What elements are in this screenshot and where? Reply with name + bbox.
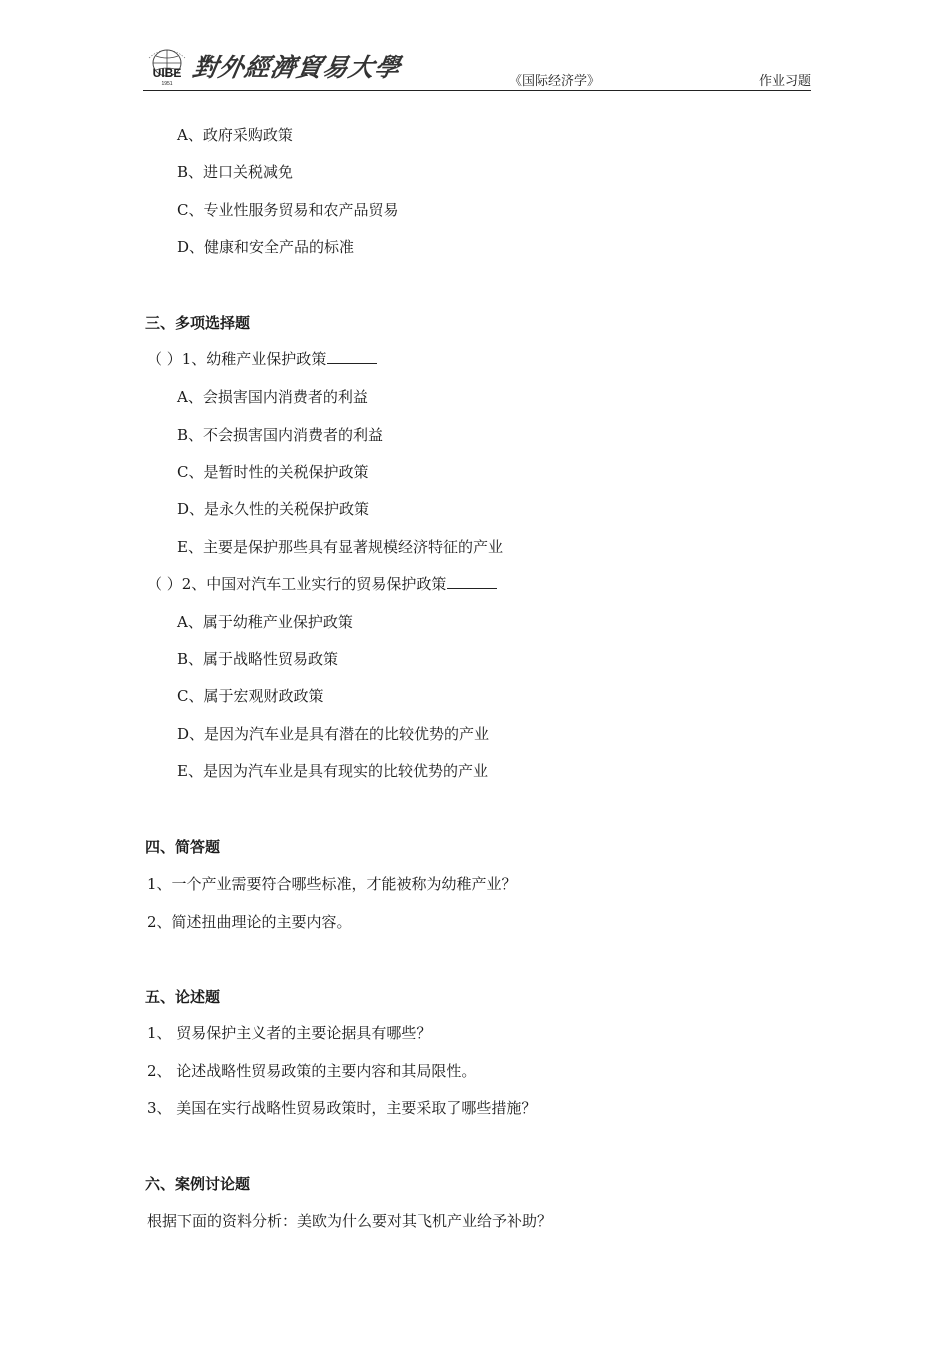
section-4-title: 四、简答题 [145, 838, 221, 856]
q1-option-e: E、主要是保护那些具有显著规模经济特征的产业 [177, 538, 503, 556]
logo-year: 1951 [161, 81, 173, 86]
short-answer-2: 2、简述扭曲理论的主要内容。 [147, 913, 352, 931]
q2-option-e: E、是因为汽车业是具有现实的比较优势的产业 [177, 762, 488, 780]
prev-option-c: C、专业性服务贸易和农产品贸易 [177, 201, 399, 219]
prev-option-a: A、政府采购政策 [177, 126, 293, 144]
section-6-title: 六、案例讨论题 [145, 1175, 251, 1193]
doc-type: 作业习题 [758, 74, 811, 89]
question-3-2 [147, 573, 497, 594]
essay-3: 3、 美国在实行战略性贸易政策时，主要采取了哪些措施？ [147, 1099, 537, 1117]
logo-text: UIBE [152, 66, 182, 80]
essay-1: 1、 贸易保护主义者的主要论据具有哪些？ [147, 1024, 432, 1042]
university-logo [145, 46, 189, 86]
section-5-title: 五、论述题 [145, 988, 221, 1006]
answer-blank [447, 574, 497, 589]
question-stem: （ ）1、幼稚产业保护政策 [147, 350, 327, 368]
q2-option-d: D、是因为汽车业是具有潜在的比较优势的产业 [177, 725, 490, 743]
q1-option-c: C、是暂时性的关税保护政策 [177, 463, 369, 481]
q2-option-c: C、属于宏观财政政策 [177, 687, 324, 705]
page-header [143, 44, 811, 91]
short-answer-1: 1、一个产业需要符合哪些标准，才能被称为幼稚产业？ [147, 875, 517, 893]
prev-option-b: B、进口关税减免 [177, 163, 294, 181]
school-name: 對外經濟貿易大學 [190, 53, 404, 82]
prev-option-d: D、健康和安全产品的标准 [177, 238, 355, 256]
q2-option-b: B、属于战略性贸易政策 [177, 650, 339, 668]
q1-option-b: B、不会损害国内消费者的利益 [177, 426, 384, 444]
essay-2: 2、 论述战略性贸易政策的主要内容和其局限性。 [147, 1062, 477, 1080]
case-question: 根据下面的资料分析：美欧为什么要对其飞机产业给予补助？ [147, 1212, 553, 1230]
q2-option-a: A、属于幼稚产业保护政策 [177, 613, 353, 631]
q1-option-d: D、是永久性的关税保护政策 [177, 500, 370, 518]
question-3-1 [147, 348, 377, 369]
course-title: 《国际经济学》 [509, 74, 601, 89]
answer-blank [327, 349, 377, 364]
section-3-title: 三、多项选择题 [145, 314, 251, 332]
q1-option-a: A、会损害国内消费者的利益 [177, 388, 368, 406]
question-stem: （ ）2、中国对汽车工业实行的贸易保护政策 [147, 575, 447, 593]
